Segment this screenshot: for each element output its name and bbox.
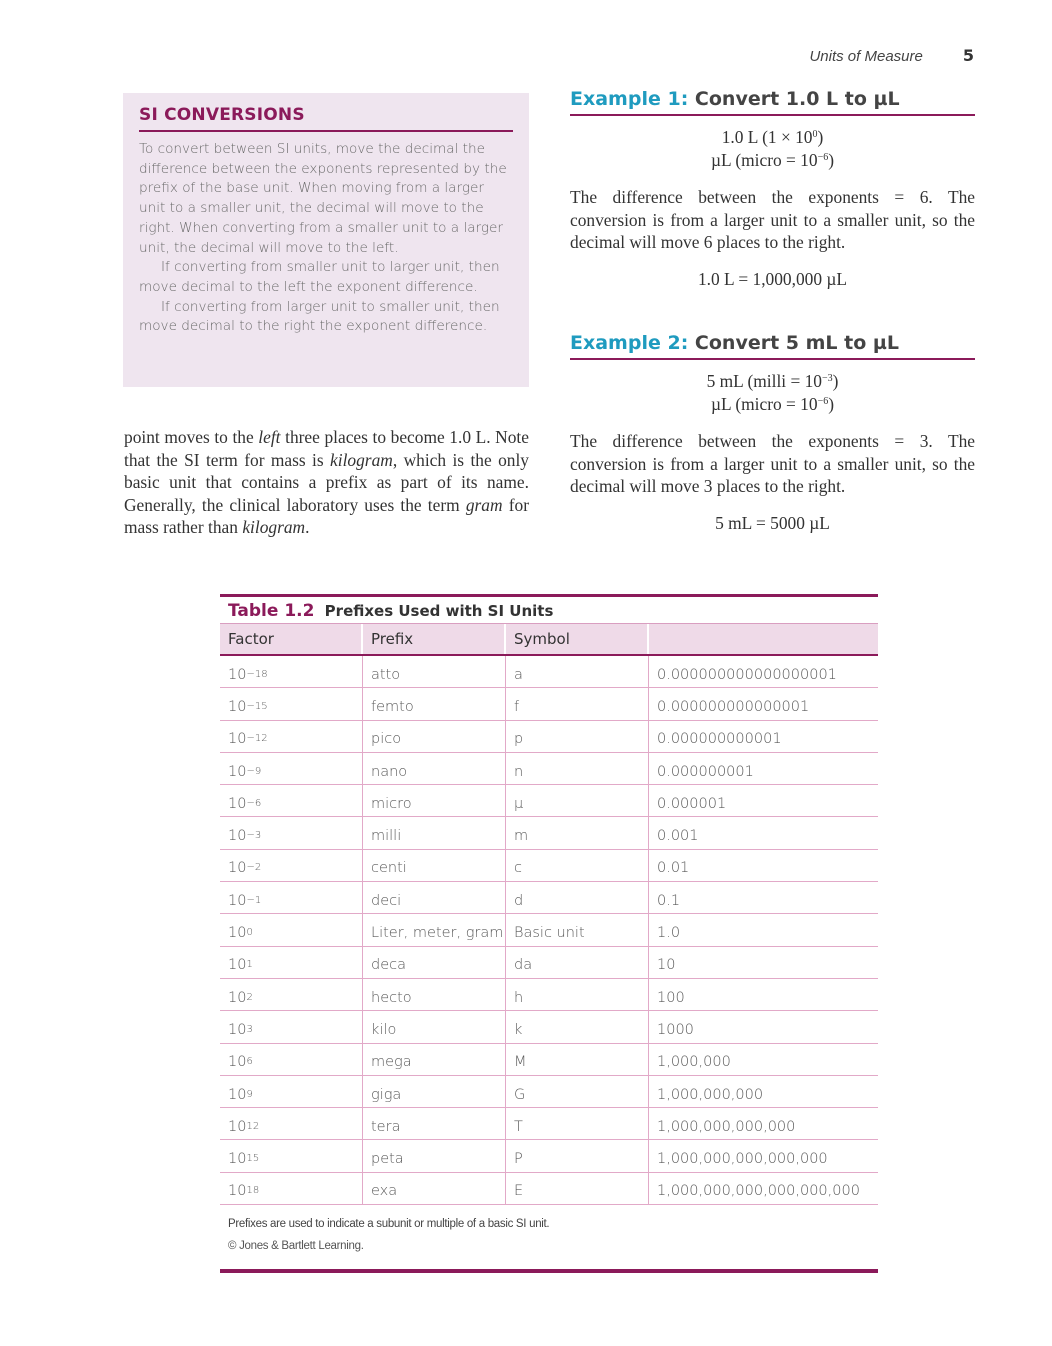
value-cell: 0.000001 bbox=[657, 795, 727, 812]
table-row bbox=[220, 785, 878, 817]
body-paragraph bbox=[124, 426, 529, 539]
symbol-cell: E bbox=[506, 1173, 649, 1204]
equation-text: 1.0 L (1 × 10 bbox=[721, 127, 813, 147]
prefix-cell: atto bbox=[363, 656, 506, 687]
factor-base: 10 bbox=[228, 763, 247, 780]
equation-line bbox=[570, 393, 975, 416]
table-caption bbox=[220, 597, 878, 623]
page-number: 5 bbox=[962, 46, 974, 65]
equation-text: ) bbox=[828, 150, 835, 170]
example-2 bbox=[570, 332, 975, 534]
prefix-cell: kilo bbox=[363, 1011, 506, 1042]
table-row bbox=[220, 850, 878, 882]
example-result: 1.0 L = 1,000,000 µL bbox=[697, 268, 848, 289]
equation-text: 5 mL (milli = 10 bbox=[706, 371, 822, 391]
exponent: 0 bbox=[812, 129, 818, 140]
symbol-cell: k bbox=[506, 1011, 649, 1042]
value-cell: 1,000,000,000,000 bbox=[657, 1118, 796, 1135]
value-cell: 1,000,000,000,000,000,000 bbox=[657, 1183, 860, 1200]
exponent: −6 bbox=[817, 396, 829, 407]
text-run: three places to become 1.0 L. Note that the SI term for mass is bbox=[124, 427, 529, 470]
factor-cell: 10 −15 bbox=[220, 688, 363, 719]
prefix-cell: nano bbox=[363, 753, 506, 784]
value-cell: 0.000000000000000001 bbox=[657, 666, 837, 683]
text-run: . bbox=[305, 517, 310, 538]
value-cell: 0.001 bbox=[657, 828, 699, 845]
example-heading bbox=[570, 332, 975, 360]
factor-base: 10 bbox=[228, 925, 247, 942]
table-row bbox=[220, 721, 878, 753]
value-cell: 1000 bbox=[657, 1021, 694, 1038]
factor-base: 10 bbox=[228, 828, 247, 845]
equation-text: ) bbox=[832, 371, 839, 391]
factor-cell: 10 −6 bbox=[220, 785, 363, 816]
prefix-cell: mega bbox=[363, 1044, 506, 1075]
example-paragraph: The difference between the exponents = 6. The conversion is from a larger unit to a smaller unit, so the decimal will move 6 places to the right. bbox=[570, 187, 975, 253]
factor-base: 10 bbox=[228, 1054, 247, 1071]
factor-cell: 10 1 bbox=[220, 947, 363, 978]
table-row bbox=[220, 1011, 878, 1043]
text-run: , which is the only basic unit that contains a prefix as part of its name. Generally, the clinical laboratory uses the term bbox=[124, 449, 529, 515]
symbol-cell: G bbox=[506, 1076, 649, 1107]
factor-base: 10 bbox=[228, 892, 247, 909]
example-label: Example 1: bbox=[570, 88, 689, 110]
example-title: Convert 5 mL to µL bbox=[694, 332, 899, 354]
equation-text: µL (micro = 10 bbox=[710, 150, 818, 170]
text-run: point moves to the bbox=[124, 427, 259, 447]
running-head bbox=[809, 46, 974, 65]
value-cell: 0.000000001 bbox=[657, 763, 754, 780]
table-row bbox=[220, 1076, 878, 1108]
factor-cell: 10 −2 bbox=[220, 850, 363, 881]
sidebar-title: SI CONVERSIONS bbox=[139, 105, 513, 132]
equation-text: ) bbox=[817, 127, 824, 147]
factor-base: 10 bbox=[228, 860, 247, 877]
table-footnote bbox=[220, 1205, 878, 1273]
value-cell: 100 bbox=[657, 989, 685, 1006]
factor-cell: 10 12 bbox=[220, 1108, 363, 1139]
column-header-value bbox=[649, 624, 878, 654]
prefix-cell: hecto bbox=[363, 979, 506, 1010]
value-cell: 0.1 bbox=[657, 892, 681, 909]
symbol-cell: m bbox=[506, 817, 649, 848]
table-row bbox=[220, 1173, 878, 1205]
table-row bbox=[220, 947, 878, 979]
factor-cell: 10 3 bbox=[220, 1011, 363, 1042]
factor-base: 10 bbox=[228, 1151, 247, 1168]
emphasis-text: kilogram bbox=[242, 517, 306, 538]
factor-base: 10 bbox=[228, 1086, 247, 1103]
factor-base: 10 bbox=[228, 698, 247, 715]
column-header-prefix: Prefix bbox=[363, 624, 506, 654]
factor-cell: 10 −1 bbox=[220, 882, 363, 913]
symbol-cell: P bbox=[506, 1140, 649, 1171]
copyright-line: © Jones & Bartlett Learning. bbox=[228, 1240, 364, 1253]
prefix-table bbox=[220, 594, 878, 1273]
factor-base: 10 bbox=[228, 1118, 247, 1135]
factor-cell: 10 −18 bbox=[220, 656, 363, 687]
table-body bbox=[220, 656, 878, 1205]
table-row bbox=[220, 979, 878, 1011]
factor-cell: 10 6 bbox=[220, 1044, 363, 1075]
factor-base: 10 bbox=[228, 957, 247, 974]
example-label: Example 2: bbox=[570, 332, 689, 354]
symbol-cell: da bbox=[506, 947, 649, 978]
factor-cell: 10 2 bbox=[220, 979, 363, 1010]
factor-cell: 10 −12 bbox=[220, 721, 363, 752]
table-row bbox=[220, 1044, 878, 1076]
prefix-cell: femto bbox=[363, 688, 506, 719]
value-cell: 10 bbox=[657, 957, 676, 974]
prefix-cell: deci bbox=[363, 882, 506, 913]
emphasis-text: left bbox=[258, 427, 281, 447]
text-run: for mass rather than bbox=[124, 494, 529, 538]
prefix-cell: exa bbox=[363, 1173, 506, 1204]
factor-cell: 10 15 bbox=[220, 1140, 363, 1171]
prefix-cell: centi bbox=[363, 850, 506, 881]
equation-line bbox=[570, 370, 975, 393]
factor-base: 10 bbox=[228, 795, 247, 812]
factor-base: 10 bbox=[228, 731, 247, 748]
factor-cell: 10 18 bbox=[220, 1173, 363, 1204]
example-equations bbox=[570, 370, 975, 416]
symbol-cell: µ bbox=[506, 785, 649, 816]
symbol-cell: T bbox=[506, 1108, 649, 1139]
symbol-cell: Basic unit bbox=[506, 914, 649, 945]
example-equations bbox=[570, 126, 975, 172]
value-cell: 1,000,000,000,000,000 bbox=[657, 1151, 828, 1168]
example-1 bbox=[570, 88, 975, 290]
value-cell: 0.01 bbox=[657, 860, 690, 877]
symbol-cell: p bbox=[506, 721, 649, 752]
value-cell: 1,000,000 bbox=[657, 1054, 731, 1071]
emphasis-text: gram bbox=[465, 494, 503, 515]
exponent: −6 bbox=[817, 152, 829, 163]
exponent: −3 bbox=[822, 373, 833, 384]
table-row bbox=[220, 817, 878, 849]
symbol-cell: c bbox=[506, 850, 649, 881]
table-row bbox=[220, 688, 878, 720]
prefix-cell: micro bbox=[363, 785, 506, 816]
symbol-cell: d bbox=[506, 882, 649, 913]
example-title: Convert 1.0 L to µL bbox=[694, 88, 900, 110]
symbol-cell: h bbox=[506, 979, 649, 1010]
running-head-title: Units of Measure bbox=[809, 48, 923, 65]
factor-cell: 10 0 bbox=[220, 914, 363, 945]
equation-text: µL (micro = 10 bbox=[710, 394, 818, 414]
value-cell: 1.0 bbox=[657, 925, 681, 942]
factor-cell: 10 −9 bbox=[220, 753, 363, 784]
symbol-cell: n bbox=[506, 753, 649, 784]
prefix-cell: pico bbox=[363, 721, 506, 752]
factor-cell: 10 9 bbox=[220, 1076, 363, 1107]
prefix-cell: tera bbox=[363, 1108, 506, 1139]
symbol-cell: a bbox=[506, 656, 649, 687]
equation-text: ) bbox=[828, 394, 835, 414]
prefix-cell: milli bbox=[363, 817, 506, 848]
table-number: Table 1.2 bbox=[228, 601, 315, 621]
symbol-cell: M bbox=[506, 1044, 649, 1075]
factor-base: 10 bbox=[228, 989, 247, 1006]
symbol-cell: f bbox=[506, 688, 649, 719]
example-result: 5 mL = 5000 µL bbox=[715, 512, 830, 533]
prefix-cell: peta bbox=[363, 1140, 506, 1171]
table-row bbox=[220, 1108, 878, 1140]
factor-base: 10 bbox=[228, 1021, 247, 1038]
sidebar-paragraph: If converting from larger unit to smaller unit, then move decimal to the right the exponent difference. bbox=[139, 298, 500, 335]
table-note: Prefixes are used to indicate a subunit or multiple of a basic SI unit. bbox=[228, 1218, 550, 1231]
table-header-row bbox=[220, 623, 878, 656]
table-row bbox=[220, 656, 878, 688]
factor-base: 10 bbox=[228, 666, 247, 683]
equation-line bbox=[570, 149, 975, 172]
prefix-cell: Liter, meter, gram bbox=[363, 914, 506, 945]
column-header-factor: Factor bbox=[220, 624, 363, 654]
factor-cell: 10 −3 bbox=[220, 817, 363, 848]
value-cell: 0.000000000001 bbox=[657, 731, 782, 748]
sidebar-paragraph: If converting from smaller unit to larger unit, then move decimal to the left the exponent difference. bbox=[139, 259, 500, 295]
table-title: Prefixes Used with SI Units bbox=[324, 602, 554, 620]
table-row bbox=[220, 753, 878, 785]
si-conversions-box bbox=[123, 93, 529, 387]
emphasis-text: kilogram bbox=[330, 449, 393, 470]
column-header-symbol: Symbol bbox=[506, 624, 649, 654]
example-heading bbox=[570, 88, 975, 116]
sidebar-paragraph: To convert between SI units, move the decimal the difference between the exponents represented by the prefix of the base unit. When moving from a larger unit to a smaller unit, the decimal will move to the right. When converting from a smaller unit to a larger unit, the decimal will move to the left. bbox=[139, 141, 507, 256]
prefix-cell: deca bbox=[363, 947, 506, 978]
table-row bbox=[220, 914, 878, 946]
example-paragraph: The difference between the exponents = 3. The conversion is from a larger unit to a smaller unit, so the decimal will move 3 places to the right. bbox=[570, 431, 975, 497]
table-row bbox=[220, 1140, 878, 1172]
value-cell: 1,000,000,000 bbox=[657, 1086, 764, 1103]
value-cell: 0.000000000000001 bbox=[657, 698, 810, 715]
factor-base: 10 bbox=[228, 1183, 247, 1200]
table-row bbox=[220, 882, 878, 914]
prefix-cell: giga bbox=[363, 1076, 506, 1107]
sidebar-body bbox=[139, 140, 513, 337]
equation-line bbox=[570, 126, 975, 149]
